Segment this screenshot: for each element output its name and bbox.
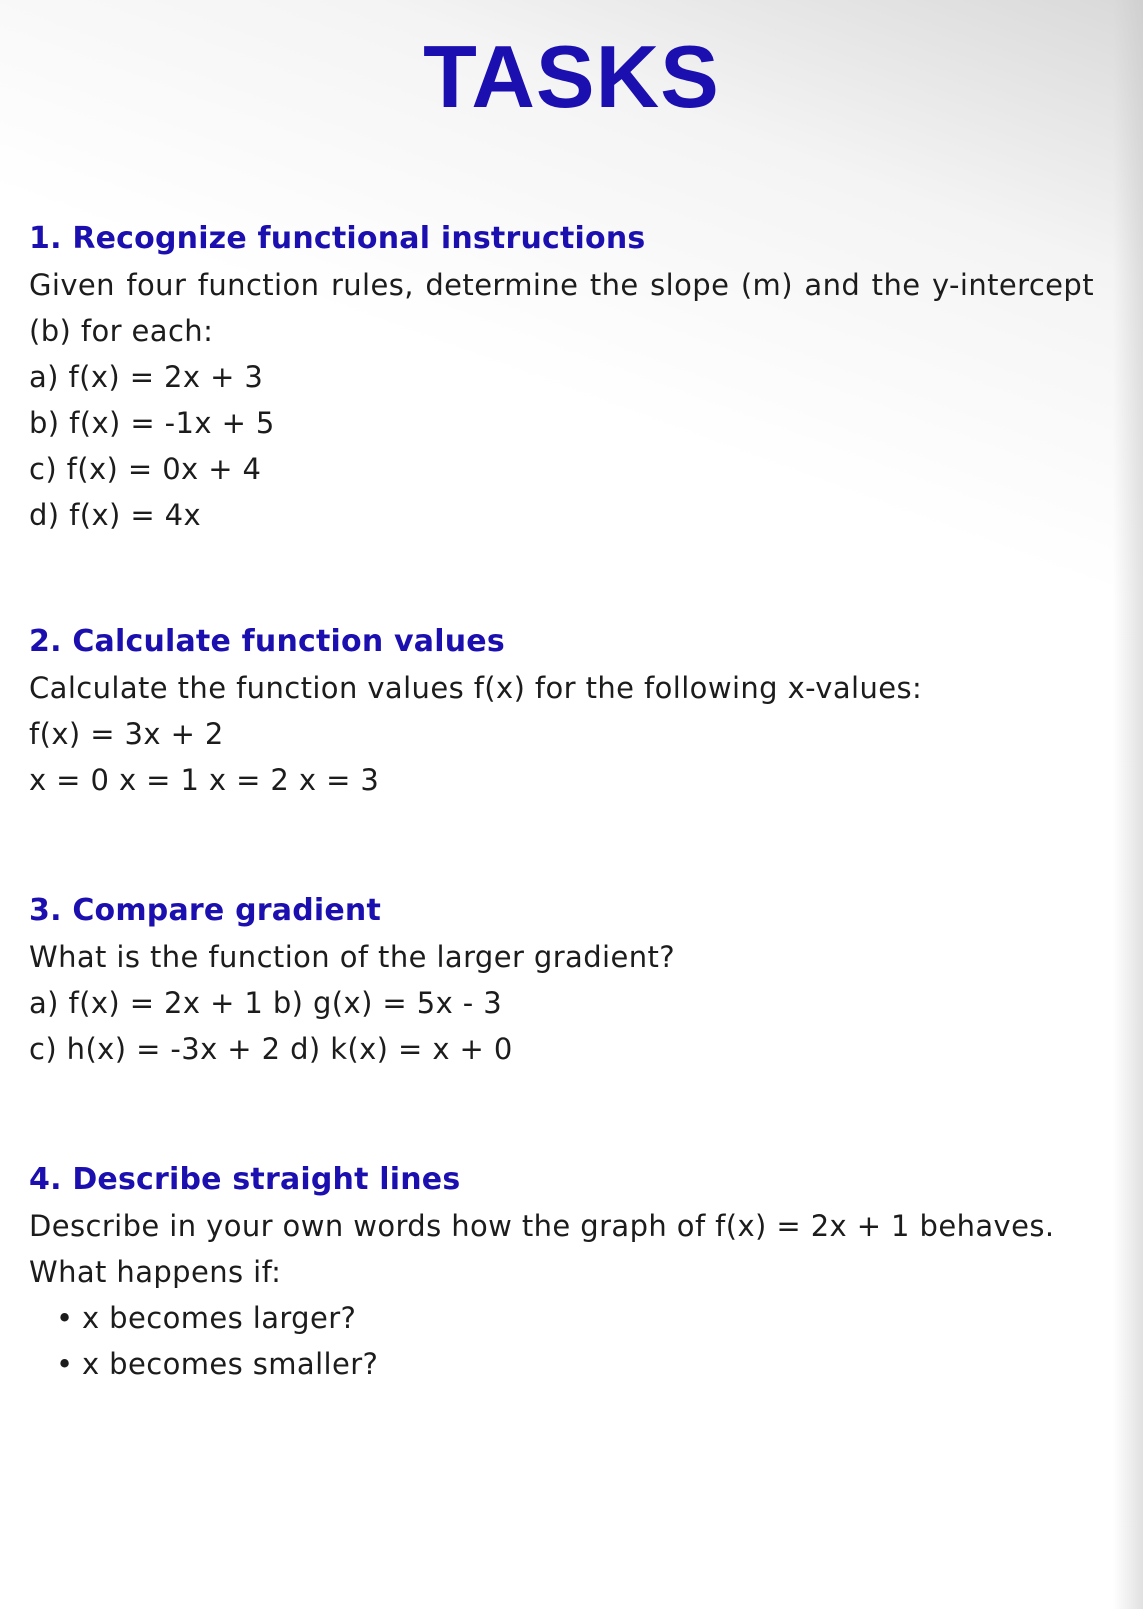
task-2-instructions: Calculate the function values f(x) for the following x-values: <box>29 671 923 705</box>
task-4-heading: 4. Describe straight lines <box>29 1162 461 1197</box>
task-4-section <box>29 1157 1094 1387</box>
task-2-x-values: x = 0 x = 1 x = 2 x = 3 <box>29 763 380 797</box>
task-1-instructions: Given four function rules, determine the slope (m) and the y-intercept (b) for each: <box>29 268 1094 348</box>
task-2-section <box>29 619 1094 803</box>
task-3-options-cd: c) h(x) = -3x + 2 d) k(x) = x + 0 <box>29 1032 513 1066</box>
task-1-item-c: c) f(x) = 0x + 4 <box>29 452 262 486</box>
bullet-text: x becomes smaller? <box>82 1347 379 1381</box>
task-3-section <box>29 888 1094 1072</box>
page-edge-shadow <box>1113 0 1143 1609</box>
task-1-section <box>29 216 1094 538</box>
task-3-heading: 3. Compare gradient <box>29 893 382 928</box>
task-3-question: What is the function of the larger gradient? <box>29 940 676 974</box>
task-1-item-b: b) f(x) = -1x + 5 <box>29 406 275 440</box>
task-1-item-d: d) f(x) = 4x <box>29 498 202 532</box>
task-1-heading: 1. Recognize functional instructions <box>29 221 646 256</box>
task-4-instructions: Describe in your own words how the graph of f(x) = 2x + 1 behaves. <box>29 1209 1055 1243</box>
task-4-bullet-list <box>29 1295 1094 1387</box>
task-1-item-a: a) f(x) = 2x + 3 <box>29 360 264 394</box>
bullet-text: x becomes larger? <box>82 1301 357 1335</box>
bullet-icon: • <box>56 1347 74 1381</box>
task-4-question: What happens if: <box>29 1255 282 1289</box>
list-item <box>29 1341 1094 1387</box>
task-2-function: f(x) = 3x + 2 <box>29 717 224 751</box>
task-3-options-ab: a) f(x) = 2x + 1 b) g(x) = 5x - 3 <box>29 986 503 1020</box>
page-title: TASKS <box>423 27 720 126</box>
bullet-icon: • <box>56 1301 74 1335</box>
task-2-heading: 2. Calculate function values <box>29 624 505 659</box>
list-item <box>29 1295 1094 1341</box>
